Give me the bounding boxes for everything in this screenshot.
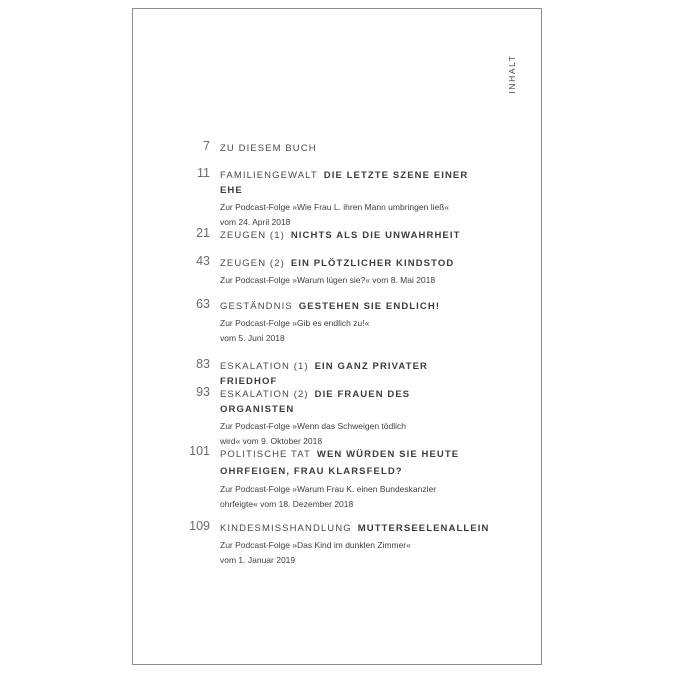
toc-page-number: 7 bbox=[203, 139, 210, 153]
toc-page-number: 109 bbox=[189, 519, 210, 533]
toc-page-number: 21 bbox=[196, 226, 210, 240]
toc-category: POLITISCHE TAT bbox=[220, 449, 311, 460]
toc-title: GESTEHEN SIE ENDLICH! bbox=[298, 301, 441, 312]
toc-category: ZEUGEN (2) bbox=[220, 258, 285, 269]
toc-title: EIN GANZ PRIVATER FRIEDHOF bbox=[220, 361, 428, 387]
toc-page-number: 63 bbox=[196, 297, 210, 311]
toc-subtitle-line: vom 5. Juni 2018 bbox=[220, 332, 285, 343]
toc-title: WEN WÜRDEN SIE HEUTE OHRFEIGEN, FRAU KLARSFELD? bbox=[220, 449, 460, 477]
toc-page-number: 43 bbox=[196, 254, 210, 268]
toc-category: ESKALATION (1) bbox=[220, 361, 309, 372]
toc-title: MUTTERSEELENALLEIN bbox=[357, 523, 490, 534]
toc-category: KINDESMISSHANDLUNG bbox=[220, 523, 352, 534]
toc-subtitle-line: Zur Podcast-Folge »Wie Frau L. ihren Mann umbringen ließ« bbox=[220, 202, 450, 212]
toc-subtitle-line: vom 1. Januar 2019 bbox=[220, 554, 296, 565]
toc-subtitle-line: vom 24. April 2018 bbox=[220, 216, 291, 227]
toc-title: DIE LETZTE SZENE EINER EHE bbox=[220, 170, 469, 196]
toc-category: ESKALATION (2) bbox=[220, 389, 309, 400]
toc-title: EIN PLÖTZLICHER KINDSTOD bbox=[290, 258, 455, 269]
toc-subtitle-line: Zur Podcast-Folge »Wenn das Schweigen tödlich bbox=[220, 421, 406, 431]
toc-subtitle-line: Zur Podcast-Folge »Gib es endlich zu!« bbox=[220, 318, 370, 328]
toc-category: ZU DIESEM BUCH bbox=[220, 143, 317, 154]
toc-subtitle-line: wird« vom 9. Oktober 2018 bbox=[220, 435, 323, 446]
section-label-text: INHALT bbox=[507, 54, 517, 94]
toc-page-number: 83 bbox=[196, 357, 210, 371]
toc-category: FAMILIENGEWALT bbox=[220, 170, 318, 181]
toc-subtitle-line: Zur Podcast-Folge »Das Kind im dunklen Zimmer« bbox=[220, 540, 411, 550]
toc-page-number: 101 bbox=[189, 444, 210, 458]
toc-page-number: 11 bbox=[197, 166, 210, 180]
toc-title: NICHTS ALS DIE UNWAHRHEIT bbox=[290, 230, 461, 241]
toc-page-number: 93 bbox=[196, 385, 210, 399]
toc-title: DIE FRAUEN DES ORGANISTEN bbox=[220, 389, 411, 415]
toc-category: ZEUGEN (1) bbox=[220, 230, 285, 241]
toc-category: GESTÄNDNIS bbox=[220, 301, 293, 312]
toc-subtitle-line: Zur Podcast-Folge »Warum Frau K. einen Bundeskanzler bbox=[220, 484, 437, 494]
toc-subtitle-line: Zur Podcast-Folge »Warum lügen sie?« vom 8. Mai 2018 bbox=[220, 275, 436, 285]
section-label bbox=[505, 48, 519, 100]
toc-subtitle-line: ohrfeigte« vom 18. Dezember 2018 bbox=[220, 498, 354, 509]
